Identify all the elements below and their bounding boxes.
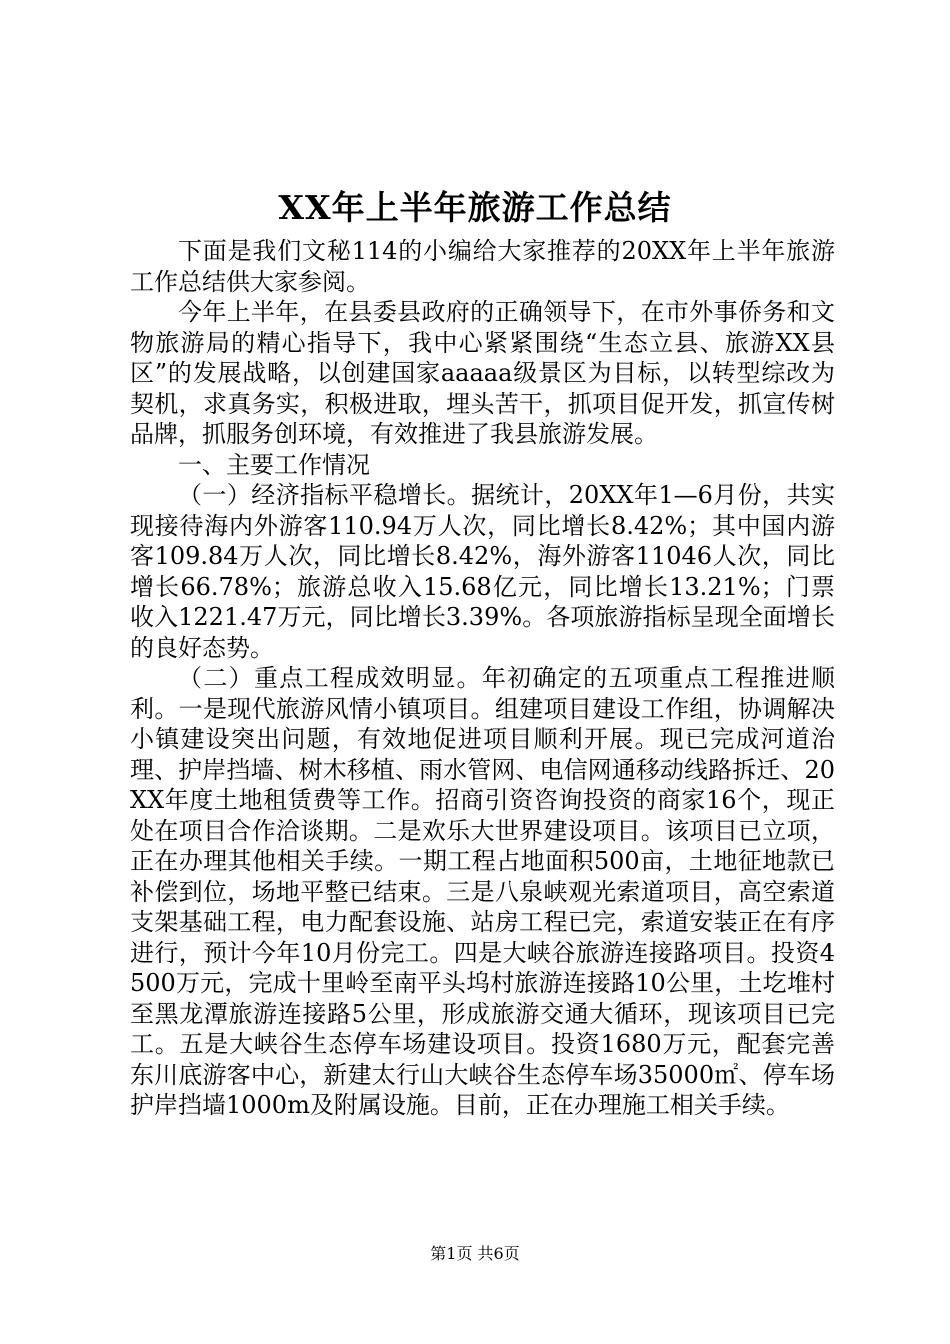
key-projects-paragraph: （二）重点工程成效明显。年初确定的五项重点工程推进顺利。一是现代旅游风情小镇项目。组建项目建设工作组，协调解决小镇建设突出问题，有效地促进项目顺利开展。现已完成河道治理、护岸挡墙、树木移植、雨水管网、电信网通移动线路拆迁、20XX年度土地租赁费等工作。招商引资咨询投资的商家16个，现正处在项目合作洽谈期。二是欢乐大世界建设项目。该项目已立项，正在办理其他相关手续。一期工程占地面积500亩，土地征地款已补偿到位，场地平整已结束。三是八泉峡观光索道项目，高空索道支架基础工程，电力配套设施、站房工程已完，索道安装正在有序进行，预计今年10月份完工。四是大峡谷旅游连接路项目。投资4500万元，完成十里岭至南平头坞村旅游连接路10公里，土圪堆村至黑龙潭旅游连接路5公里，形成旅游交通大循环，现该项目已完工。五是大峡谷生态停车场建设项目。投资1680万元，配套完善东川底游客中心，新建太行山大峡谷生态停车场35000㎡、停车场护岸挡墙1000m及附属设施。目前，正在办理施工相关手续。	[130, 664, 835, 1119]
economic-indicators-paragraph: （一）经济指标平稳增长。据统计，20XX年1—6月份，共实现接待海内外游客110.94万人次，同比增长8.42%；其中国内游客109.84万人次，同比增长8.42%，海外游客11046人次，同比增长66.78%；旅游总收入15.68亿元，同比增长13.21%；门票收入1221.47万元，同比增长3.39%。各项旅游指标呈现全面增长的良好态势。	[130, 481, 835, 662]
section-heading: 一、主要工作情况	[178, 450, 370, 479]
document-body	[130, 236, 835, 1121]
document-title: XX年上半年旅游工作总结	[278, 188, 672, 227]
overview-paragraph: 今年上半年，在县委县政府的正确领导下，在市外事侨务和文物旅游局的精心指导下，我中心紧紧围绕“生态立县、旅游XX县区”的发展战略，以创建国家aaaaa级景区为目标，以转型综改为契机，求真务实，积极进取，埋头苦干，抓项目促开发，抓宣传树品牌，抓服务创环境，有效推进了我县旅游发展。	[130, 298, 835, 448]
page-number-footer: 第1页 共6页	[430, 1244, 520, 1263]
intro-paragraph: 下面是我们文秘114的小编给大家推荐的20XX年上半年旅游工作总结供大家参阅。	[130, 237, 835, 296]
